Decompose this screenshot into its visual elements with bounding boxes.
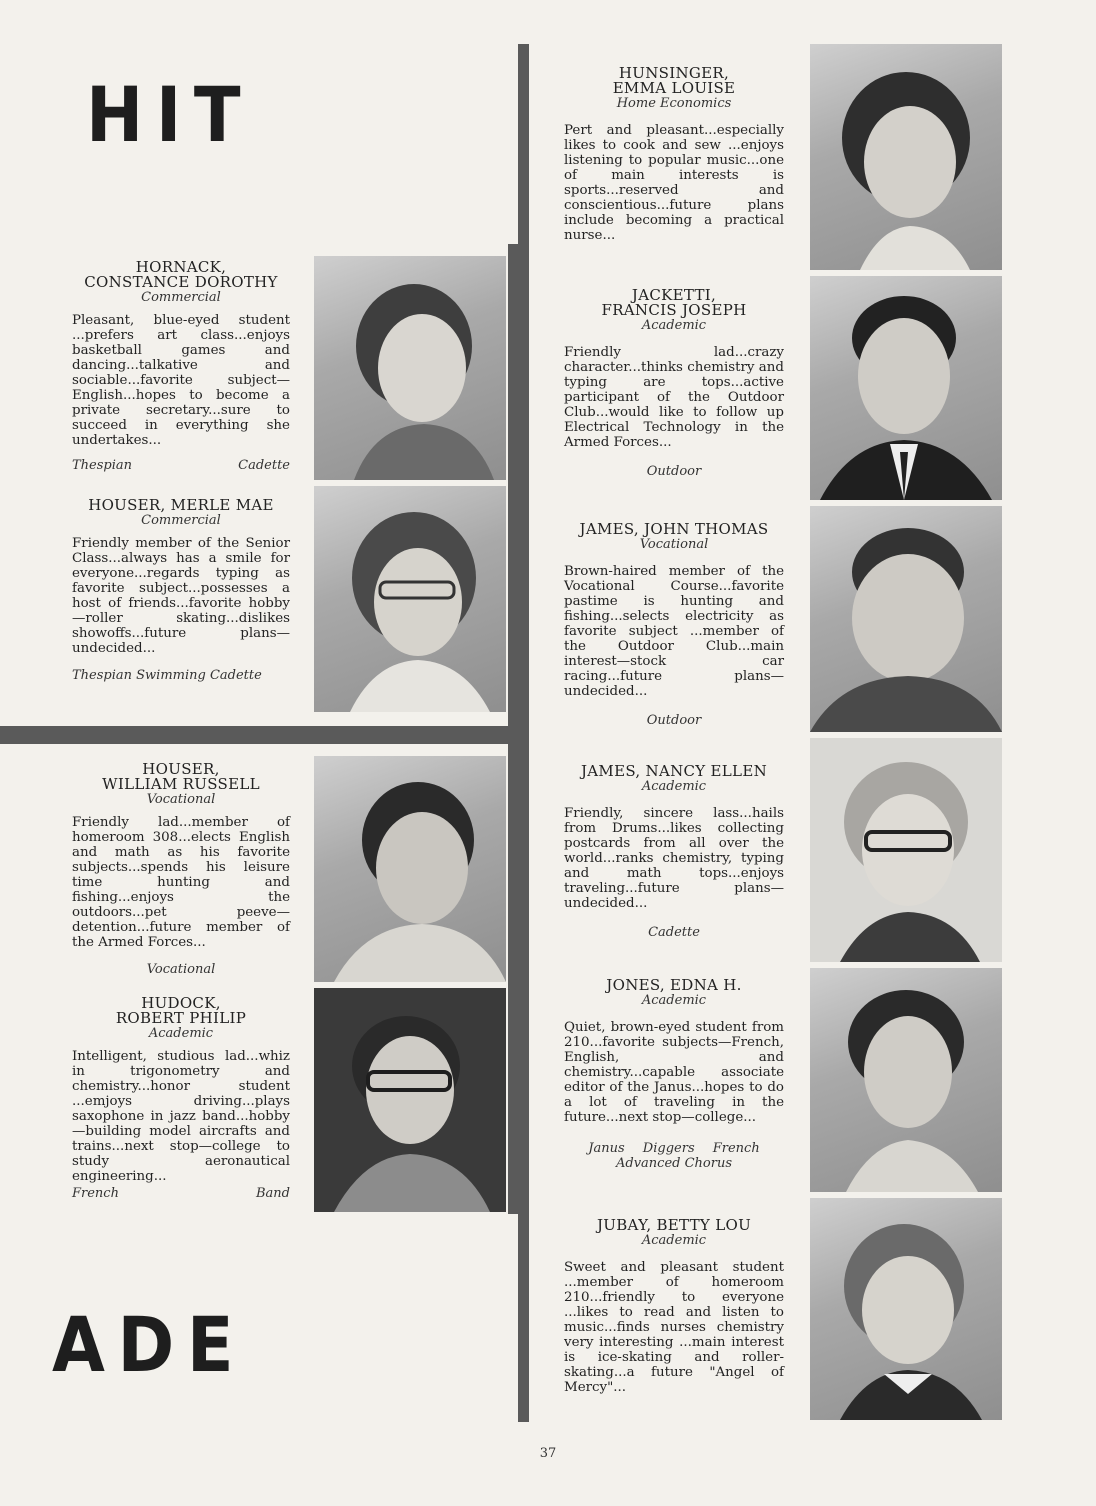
student-course: Academic xyxy=(641,779,707,794)
student-bio: Pert and pleasant...especially likes to cook and sew ...enjoys listening to popular music...one of main interests is sports...reserved and conscientious...future plans include becoming a practical nurse... xyxy=(564,123,784,243)
student-entry-hudock xyxy=(72,996,290,1201)
student-activities: Outdoor xyxy=(646,713,702,728)
portrait-photo-hudock xyxy=(314,988,506,1212)
student-activities xyxy=(72,458,290,473)
student-course: Commercial xyxy=(141,513,221,528)
student-name: CONSTANCE DOROTHY xyxy=(84,273,278,291)
portrait-silhouette-icon xyxy=(314,756,506,982)
student-bio: Friendly lad...crazy character...thinks chemistry and typing are tops...active participant of the Outdoor Club...would like to follow up Electrical Technology in the Armed Forces... xyxy=(564,345,784,450)
student-activities: Vocational xyxy=(146,962,216,977)
portrait-photo-hornack xyxy=(314,256,506,480)
student-entry-james-nancy xyxy=(564,764,784,940)
student-bio: Quiet, brown-eyed student from 210...favorite subjects—French, English, and chemistry...capable associate editor of the Janus...hopes to do a lot of traveling in the future...next stop—college... xyxy=(564,1020,784,1125)
portrait-silhouette-icon xyxy=(810,1198,1002,1420)
student-name: HUDOCK, xyxy=(141,994,221,1012)
student-activities: Cadette xyxy=(648,925,700,940)
student-name: HORNACK, xyxy=(135,258,227,276)
portrait-silhouette-icon xyxy=(810,738,1002,962)
portrait-photo-james-nancy xyxy=(810,738,1002,962)
left-box-edge-bottom xyxy=(508,744,518,1214)
student-name: JUBAY, BETTY LOU xyxy=(596,1216,752,1234)
student-activities xyxy=(72,1186,290,1201)
student-entry-jones xyxy=(564,978,784,1171)
student-entry-james-john xyxy=(564,522,784,728)
student-name: HOUSER, MERLE MAE xyxy=(88,496,274,514)
student-entry-jubay xyxy=(564,1218,784,1395)
student-entry-hunsinger xyxy=(564,66,784,243)
student-bio: Friendly member of the Senior Class...always has a smile for everyone...regards typing as favorite subject...possesses a host of friends...favorite hobby—roller skating...dislikes showoffs...future plans—undecided... xyxy=(72,536,290,656)
student-activities: Janus Diggers French xyxy=(588,1141,760,1156)
portrait-photo-houser-merle xyxy=(314,486,506,712)
student-bio: Intelligent, studious lad...whiz in trigonometry and chemistry...honor student ...emjoys driving...plays saxophone in jazz band...hobby—building model aircrafts and trains...next stop—college to study aeronautical engineering... xyxy=(72,1049,290,1184)
student-name: JAMES, JOHN THOMAS xyxy=(579,520,769,538)
portrait-silhouette-icon xyxy=(314,486,506,712)
student-activities: Advanced Chorus xyxy=(615,1156,732,1171)
student-name: ROBERT PHILIP xyxy=(115,1009,247,1027)
activity: Cadette xyxy=(238,458,290,473)
student-entry-houser-william xyxy=(72,762,290,977)
student-name: EMMA LOUISE xyxy=(612,79,736,97)
student-bio: Friendly lad...member of homeroom 308...elects English and math as his favorite subjects...spends his leisure time hunting and fishing...enjoys the outdoors...pet peeve—detention...future member of the Armed Forces... xyxy=(72,815,290,950)
student-bio: Brown-haired member of the Vocational Course...favorite pastime is hunting and fishing...selects electricity as favorite subject ...member of the Outdoor Club...main interest—stock car racing...future plans—undecided... xyxy=(564,564,784,699)
portrait-silhouette-icon xyxy=(314,256,506,480)
student-course: Vocational xyxy=(639,537,709,552)
portrait-silhouette-icon xyxy=(810,968,1002,1192)
activity: Thespian xyxy=(72,458,133,473)
center-divider xyxy=(518,44,529,1422)
activity: French xyxy=(72,1186,119,1201)
student-entry-houser-merle xyxy=(72,498,290,683)
portrait-photo-jubay xyxy=(810,1198,1002,1420)
student-activities: Thespian Swimming Cadette xyxy=(72,668,262,683)
student-name: WILLIAM RUSSELL xyxy=(102,775,260,793)
portrait-photo-jones xyxy=(810,968,1002,1192)
portrait-photo-houser-william xyxy=(314,756,506,982)
student-bio: Pleasant, blue-eyed student ...prefers art class...enjoys basketball games and dancing...talkative and sociable...favorite subject—English...hopes to become a private secretary...sure to succeed in everything she undertakes... xyxy=(72,313,290,448)
portrait-photo-jacketti xyxy=(810,276,1002,500)
student-course: Academic xyxy=(641,318,707,333)
student-name: HUNSINGER, xyxy=(618,64,730,82)
student-entry-jacketti xyxy=(564,288,784,479)
portrait-silhouette-icon xyxy=(810,506,1002,732)
horizontal-divider xyxy=(0,726,518,744)
student-course: Academic xyxy=(148,1026,214,1041)
portrait-silhouette-icon xyxy=(810,276,1002,500)
header-ade: ADE xyxy=(52,1300,247,1389)
student-name: JONES, EDNA H. xyxy=(606,976,742,994)
student-course: Vocational xyxy=(146,792,216,807)
left-box-edge-top xyxy=(508,244,518,726)
student-course: Home Economics xyxy=(616,96,732,111)
portrait-photo-james-john xyxy=(810,506,1002,732)
student-name: JACKETTI, xyxy=(631,286,717,304)
header-hit: HIT xyxy=(86,70,254,159)
page-number: 37 xyxy=(539,1446,557,1461)
student-course: Academic xyxy=(641,1233,707,1248)
student-bio: Sweet and pleasant student ...member of homeroom 210...friendly to everyone ...likes to read and listen to music...finds nurses chemistry very interesting ...main interest is ice-skating and roller-skating...a future "Angel of Mercy"... xyxy=(564,1260,784,1395)
student-course: Academic xyxy=(641,993,707,1008)
student-entry-hornack xyxy=(72,260,290,473)
student-activities: Outdoor xyxy=(646,464,702,479)
portrait-silhouette-icon xyxy=(314,988,506,1212)
student-name: FRANCIS JOSEPH xyxy=(601,301,747,319)
activity: Band xyxy=(256,1186,290,1201)
portrait-photo-hunsinger xyxy=(810,44,1002,270)
student-course: Commercial xyxy=(141,290,221,305)
student-name: JAMES, NANCY ELLEN xyxy=(580,762,767,780)
portrait-silhouette-icon xyxy=(810,44,1002,270)
student-name: HOUSER, xyxy=(142,760,220,778)
student-bio: Friendly, sincere lass...hails from Drums...likes collecting postcards from all over the world...ranks chemistry, typing and math tops...enjoys traveling...future plans—undecided... xyxy=(564,806,784,911)
